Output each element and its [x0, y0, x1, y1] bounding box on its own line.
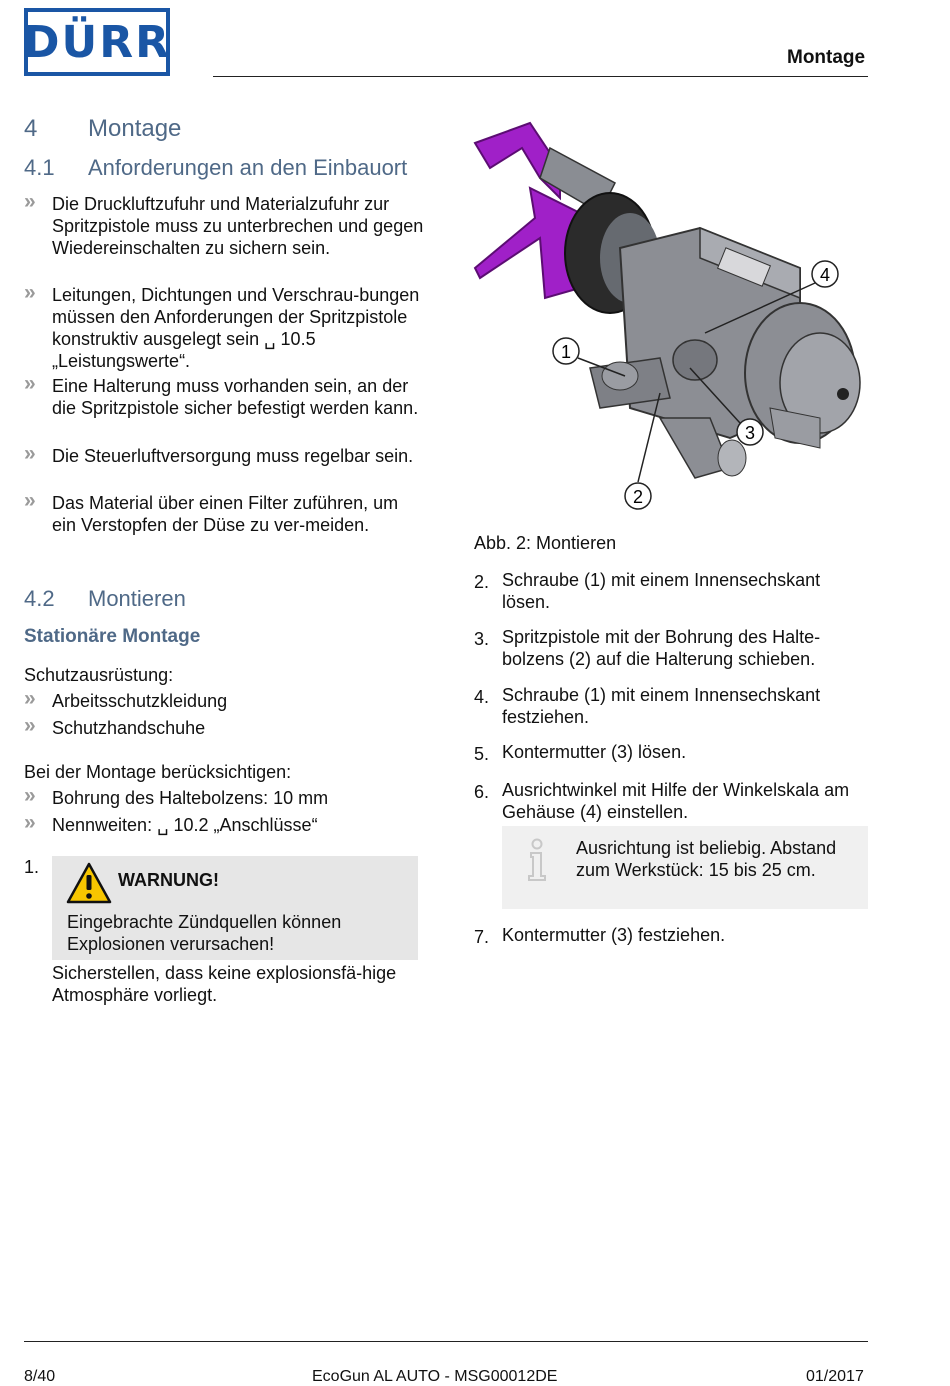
step-number: 1. [24, 857, 40, 877]
section-42-title: Montieren [88, 586, 186, 611]
bullet-chevron-icon: » [24, 190, 36, 213]
warning-text: Eingebrachte Zündquellen können Explosionen verursachen! [67, 912, 342, 954]
section-41-number: 4.1 [24, 155, 55, 180]
section-42-heading [24, 586, 186, 612]
callout-1 [553, 338, 579, 364]
step-1-text: Sicherstellen, dass keine explosionsfä-hige Atmosphäre vorliegt. [52, 963, 397, 1005]
ppe-label: Schutzausrüstung: [24, 665, 174, 685]
duerr-logo [24, 8, 170, 76]
bullet-chevron-icon: » [24, 811, 36, 834]
subsection-title: Stationäre Montage [24, 626, 201, 647]
bullet-chevron-icon: » [24, 442, 36, 465]
svg-text:1: 1 [560, 342, 572, 362]
info-note [502, 826, 868, 909]
callout-4 [812, 261, 838, 287]
warning-box [52, 856, 418, 960]
chapter-title: Montage [88, 115, 182, 142]
document-date: 01/2017 [806, 1368, 864, 1385]
section-42-number: 4.2 [24, 586, 55, 611]
document-title: EcoGun AL AUTO - MSG00012DE [312, 1368, 558, 1385]
spray-gun-figure [470, 118, 870, 518]
header-divider [213, 76, 868, 77]
bullet-chevron-icon: » [24, 687, 36, 710]
chapter-number: 4 [24, 115, 38, 142]
section-41-heading [24, 155, 407, 181]
svg-text:4: 4 [819, 265, 831, 285]
bullet-chevron-icon: » [24, 281, 36, 304]
svg-text:2: 2 [632, 487, 644, 507]
chapter-heading [24, 115, 181, 143]
info-icon [524, 838, 550, 882]
figure-caption: Abb. 2: Montieren [474, 533, 617, 553]
bullet-chevron-icon: » [24, 372, 36, 395]
warning-triangle-icon [66, 862, 112, 904]
bullet-chevron-icon: » [24, 784, 36, 807]
svg-text:3: 3 [744, 423, 756, 443]
info-text: Ausrichtung ist beliebig. Abstand zum Werkstück: 15 bis 25 cm. [576, 838, 837, 880]
footer-divider [24, 1341, 868, 1342]
header-section-title: Montage [787, 47, 866, 68]
bullet-chevron-icon: » [24, 489, 36, 512]
callout-3 [737, 419, 763, 445]
logo-text: DÜRR [23, 16, 172, 68]
callout-2 [625, 483, 651, 509]
section-41-title: Anforderungen an den Einbauort [88, 155, 408, 180]
consider-label: Bei der Montage berücksichtigen: [24, 762, 292, 782]
warning-title: WARNUNG! [118, 870, 219, 890]
bullet-chevron-icon: » [24, 714, 36, 737]
page-number: 8/40 [24, 1368, 56, 1385]
